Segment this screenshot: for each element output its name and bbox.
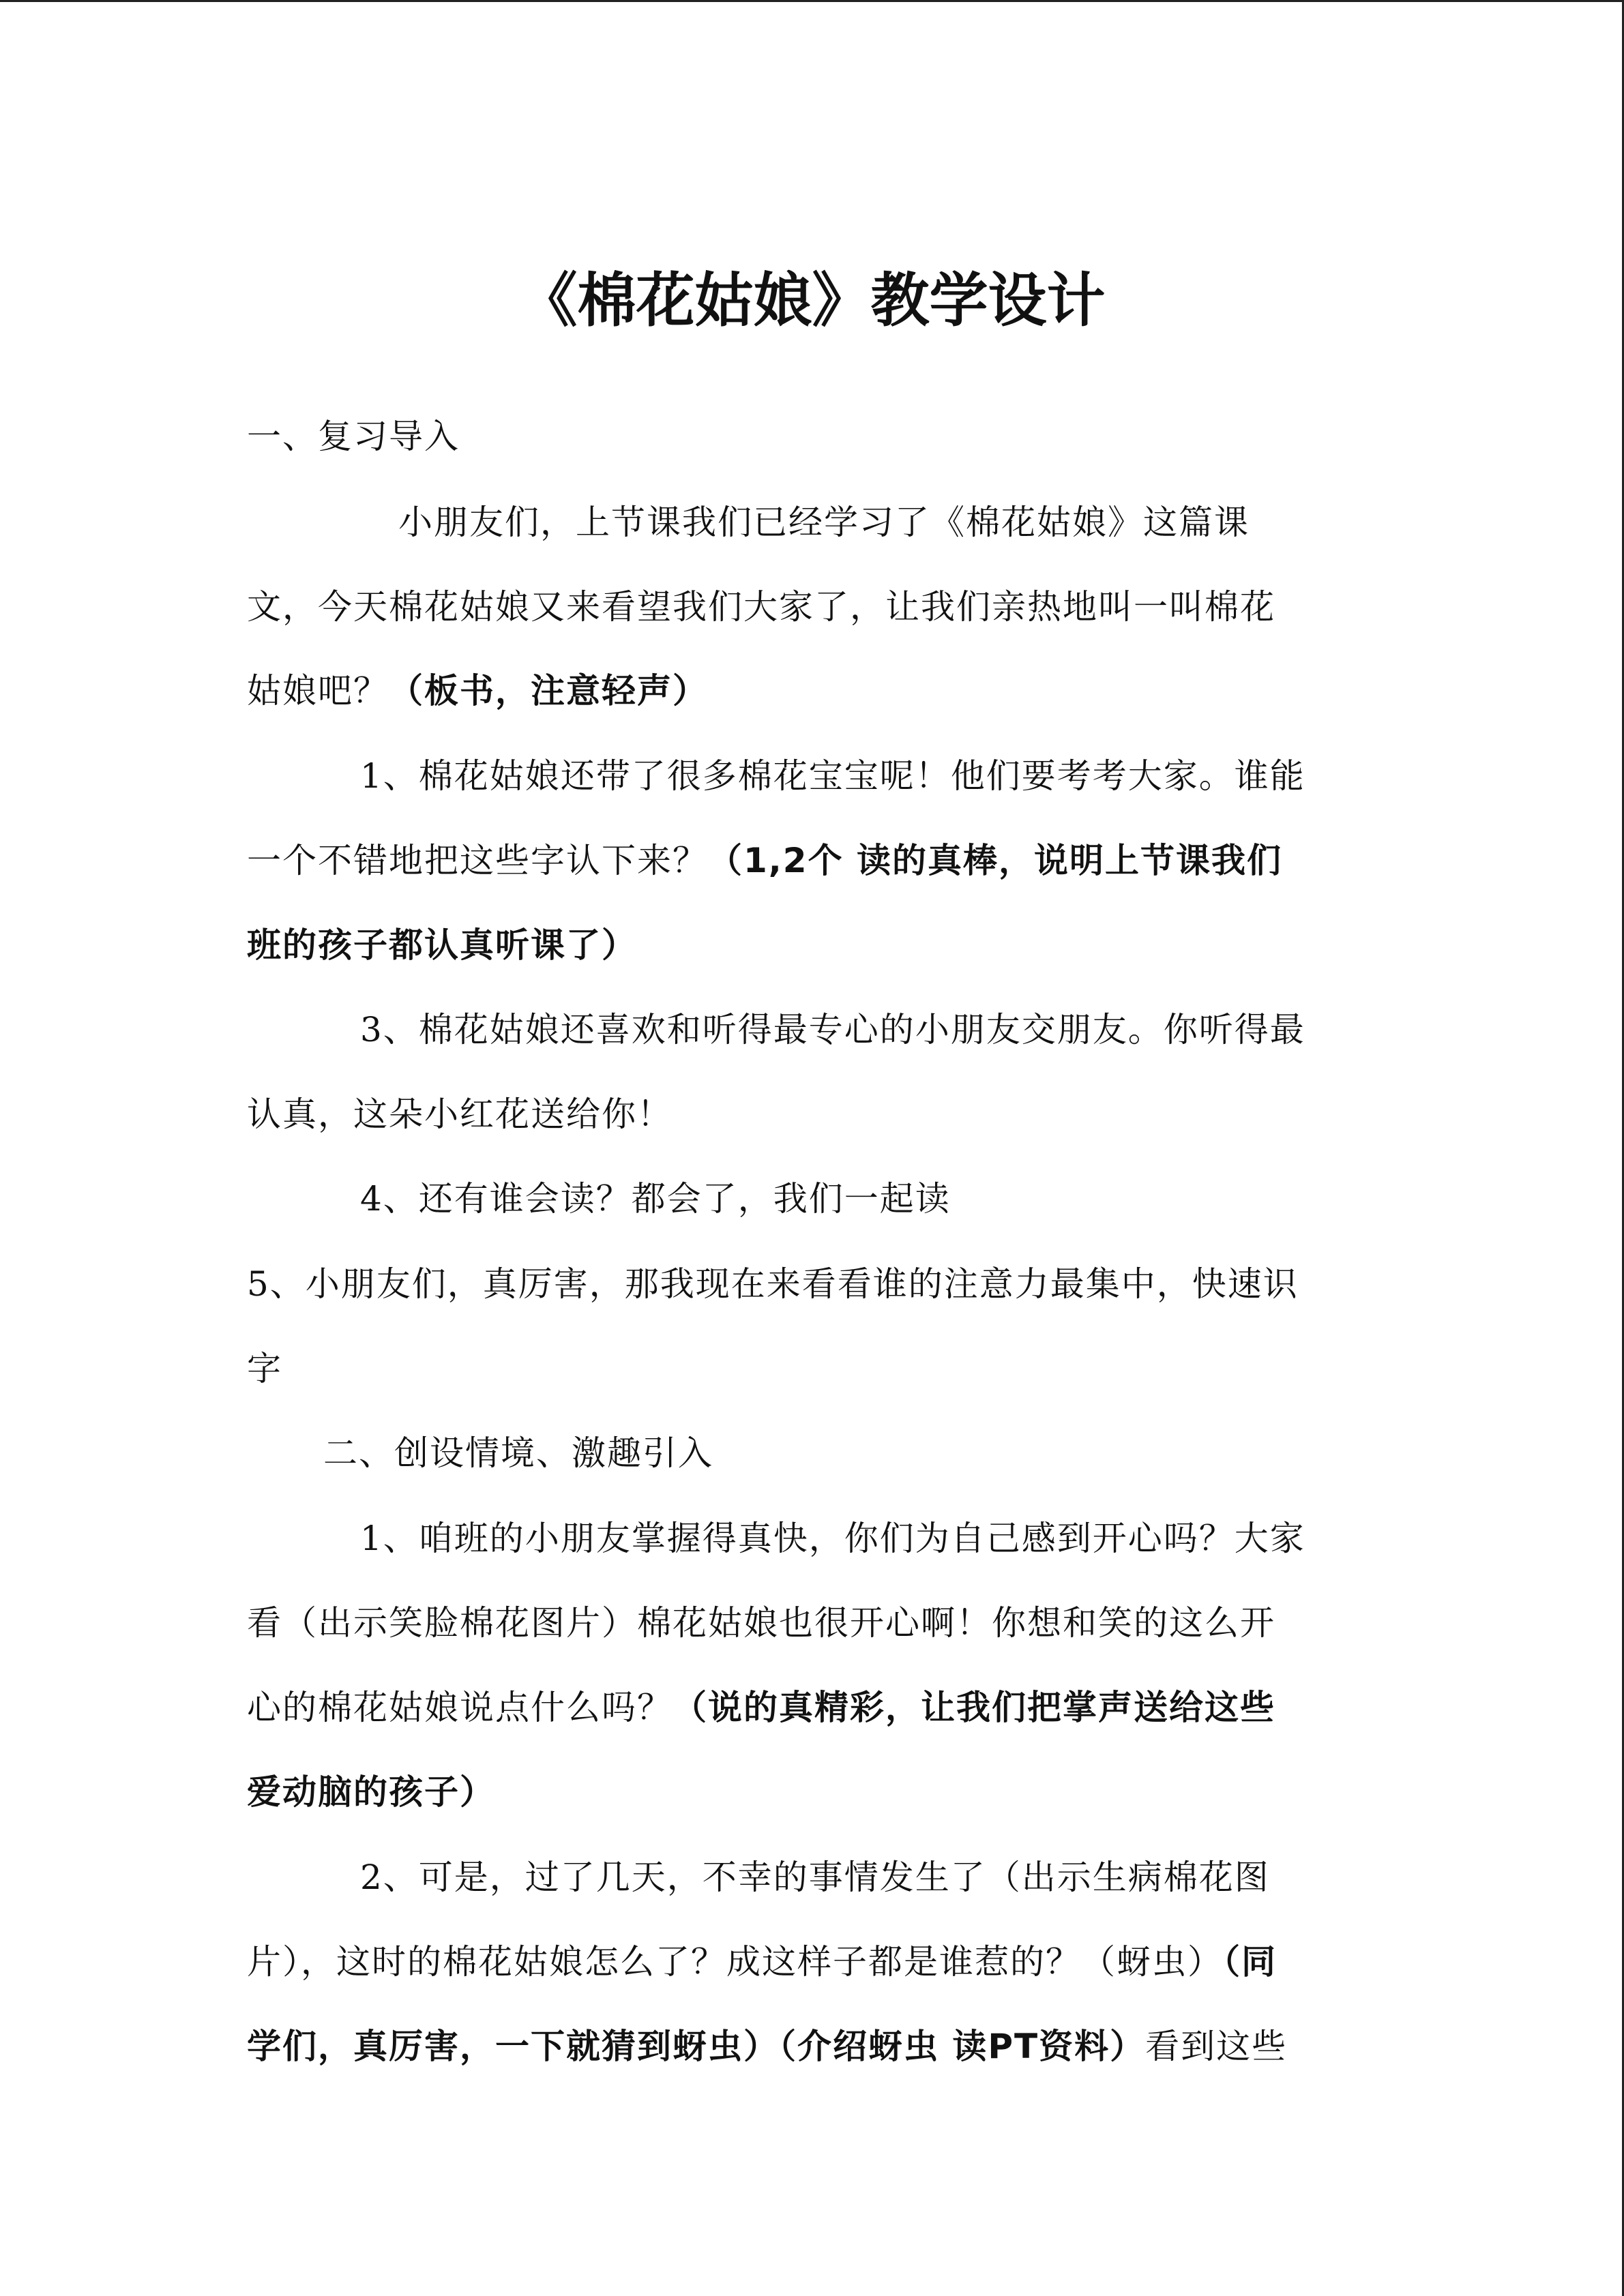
bold-note-line: 班的孩子都认真听课了） bbox=[247, 925, 637, 965]
paragraph-line: 2、可是，过了几天，不幸的事情发生了（出示生病棉花图 bbox=[360, 1858, 1270, 1897]
paragraph-line: 看（出示笑脸棉花图片）棉花姑娘也很开心啊！你想和笑的这么开 bbox=[247, 1603, 1275, 1643]
paragraph-line: 姑娘吧？（板书，注意轻声） bbox=[247, 671, 708, 711]
bold-note: （说的真精彩，让我们把掌声送给这些 bbox=[673, 1688, 1275, 1727]
paragraph-line: 1、棉花姑娘还带了很多棉花宝宝呢！他们要考考大家。谁能 bbox=[360, 756, 1305, 796]
bold-note: （1,2个 读的真棒，说明上节课我们 bbox=[708, 841, 1282, 880]
document-title: 《棉花姑娘》教学设计 bbox=[518, 267, 1106, 335]
paragraph-line: 字 bbox=[247, 1349, 282, 1388]
paragraph-line: 1、咱班的小朋友掌握得真快，你们为自己感到开心吗？大家 bbox=[360, 1519, 1305, 1558]
section-heading-situation: 二、创设情境、激趣引入 bbox=[323, 1433, 713, 1473]
bold-note-line: 爱动脑的孩子） bbox=[247, 1772, 495, 1812]
paragraph-line: 心的棉花姑娘说点什么吗？（说的真精彩，让我们把掌声送给这些 bbox=[247, 1688, 1275, 1727]
paragraph-line: 4、还有谁会读？都会了，我们一起读 bbox=[360, 1179, 951, 1219]
bold-note: （同 bbox=[1223, 1942, 1277, 1982]
bold-note: 学们，真厉害，一下就猜到蚜虫）（介绍蚜虫 读PT资料） bbox=[247, 2027, 1146, 2066]
paragraph-line: 5、小朋友们，真厉害，那我现在来看看谁的注意力最集中，快速识 bbox=[247, 1264, 1299, 1304]
paragraph-line: 认真，这朵小红花送给你！ bbox=[247, 1094, 673, 1134]
paragraph-line: 文，今天棉花姑娘又来看望我们大家了，让我们亲热地叫一叫棉花 bbox=[247, 587, 1275, 627]
paragraph-line: 一个不错地把这些字认下来？（1,2个 读的真棒，说明上节课我们 bbox=[247, 841, 1282, 880]
paragraph-line: 片），这时的棉花姑娘怎么了？成这样子都是谁惹的？（蚜虫）（同 bbox=[247, 1942, 1277, 1982]
paragraph-line: 学们，真厉害，一下就猜到蚜虫）（介绍蚜虫 读PT资料）看到这些 bbox=[247, 2027, 1288, 2066]
paragraph-line: 小朋友们，上节课我们已经学习了《棉花姑娘》这篇课 bbox=[398, 503, 1250, 542]
section-heading-review: 一、复习导入 bbox=[247, 417, 460, 456]
paragraph-line: 3、棉花姑娘还喜欢和听得最专心的小朋友交朋友。你听得最 bbox=[360, 1010, 1305, 1049]
bold-note: （板书，注意轻声） bbox=[389, 671, 708, 711]
